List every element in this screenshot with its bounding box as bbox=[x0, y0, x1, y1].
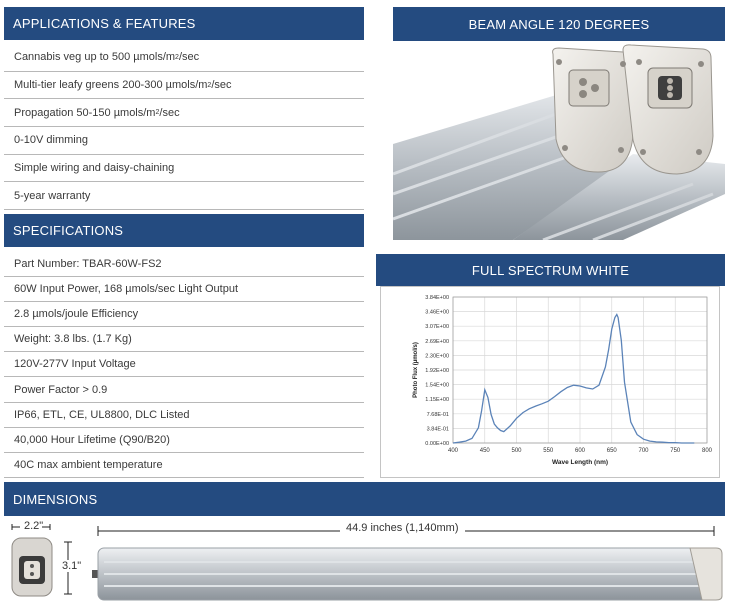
y-tick-label: 3.07E+00 bbox=[425, 324, 449, 331]
applications-item-text: Cannabis veg up to 500 µmols/m bbox=[14, 51, 176, 64]
x-tick-label: 500 bbox=[511, 448, 522, 454]
applications-item-sup: 2 bbox=[155, 109, 160, 117]
spectrum-series-line bbox=[453, 315, 694, 444]
spectrum-title: FULL SPECTRUM WHITE bbox=[471, 262, 630, 278]
y-tick-label: 3.46E+00 bbox=[425, 309, 449, 316]
beam-angle-title: BEAM ANGLE 120 DEGREES bbox=[468, 16, 650, 32]
y-tick-label: 2.69E+00 bbox=[425, 338, 449, 345]
specifications-header bbox=[4, 214, 364, 247]
y-tick-label: 1.92E+00 bbox=[425, 368, 449, 374]
specifications-item: 2.8 µmols/joule Efficiency bbox=[4, 302, 364, 327]
applications-item bbox=[4, 155, 364, 183]
specifications-item: 60W Input Power, 168 µmols/sec Light Output bbox=[4, 277, 364, 302]
dimensions-header bbox=[4, 482, 725, 516]
applications-header bbox=[4, 7, 364, 40]
y-tick-label: 3.84E-01 bbox=[426, 426, 449, 433]
x-tick-label: 400 bbox=[447, 448, 459, 454]
y-tick-label: 1.54E+00 bbox=[425, 382, 449, 389]
applications-item-sup: 2 bbox=[175, 53, 179, 61]
x-tick-label: 800 bbox=[701, 448, 713, 454]
end-height-label: 3.1" bbox=[62, 560, 82, 572]
x-tick-label: 700 bbox=[638, 448, 649, 454]
dimensions-title: DIMENSIONS bbox=[13, 491, 98, 507]
specifications-list bbox=[4, 252, 364, 478]
fixture-end-photo bbox=[393, 44, 725, 240]
applications-item-text: Simple wiring and daisy-chaining bbox=[14, 162, 175, 175]
specifications-item: 40,000 Hour Lifetime (Q90/B20) bbox=[4, 428, 364, 453]
specifications-title: SPECIFICATIONS bbox=[13, 223, 124, 238]
y-tick-label: 0.00E+00 bbox=[425, 441, 449, 447]
applications-title: APPLICATIONS & FEATURES bbox=[13, 16, 196, 31]
applications-item bbox=[4, 99, 364, 127]
y-tick-label: 3.84E+00 bbox=[425, 295, 449, 301]
specifications-item: Part Number: TBAR-60W-FS2 bbox=[4, 252, 364, 277]
applications-list bbox=[4, 44, 364, 210]
x-tick-label: 600 bbox=[574, 448, 586, 454]
end-view-figure bbox=[6, 520, 96, 606]
x-tick-label: 450 bbox=[479, 448, 490, 454]
length-dimension bbox=[96, 522, 718, 538]
applications-item-text: Multi-tier leafy greens 200-300 µmols/m bbox=[14, 79, 208, 92]
applications-item-text: 5-year warranty bbox=[14, 189, 91, 202]
x-axis-label: Wave Length (nm) bbox=[551, 459, 609, 466]
applications-item-text: Propagation 50-150 µmols/m bbox=[14, 106, 156, 119]
spectrum-header bbox=[376, 254, 725, 286]
length-label: 44.9 inches (1,140mm) bbox=[340, 522, 465, 534]
applications-item-tail: /sec bbox=[178, 51, 200, 64]
applications-item-tail: /sec bbox=[211, 79, 232, 92]
y-tick-label: 2.30E+00 bbox=[425, 353, 449, 360]
applications-item-sup: 2 bbox=[207, 81, 212, 89]
specifications-item: 40C max ambient temperature bbox=[4, 453, 364, 478]
spectrum-chart-svg bbox=[381, 287, 719, 477]
applications-item-tail: /sec bbox=[159, 106, 180, 119]
x-tick-label: 550 bbox=[543, 448, 554, 454]
x-tick-label: 750 bbox=[670, 448, 681, 454]
y-tick-label: 7.68E-01 bbox=[426, 411, 449, 418]
specifications-item: IP66, ETL, CE, UL8800, DLC Listed bbox=[4, 403, 364, 428]
x-tick-label: 650 bbox=[606, 448, 617, 454]
applications-item bbox=[4, 72, 364, 100]
applications-item bbox=[4, 182, 364, 210]
end-width-label: 2.2" bbox=[24, 520, 44, 532]
applications-item bbox=[4, 44, 364, 72]
specifications-item: 120V-277V Input Voltage bbox=[4, 352, 364, 377]
applications-item bbox=[4, 127, 364, 155]
applications-item-text: 0-10V dimming bbox=[14, 134, 88, 147]
fixture-side-photo bbox=[90, 540, 724, 604]
beam-angle-header bbox=[393, 7, 725, 41]
spectrum-chart bbox=[380, 286, 720, 478]
specifications-item: Weight: 3.8 lbs. (1.7 Kg) bbox=[4, 327, 364, 352]
y-axis-label: Photo Flux (µmol/s) bbox=[413, 342, 419, 398]
specifications-item: Power Factor > 0.9 bbox=[4, 377, 364, 402]
y-tick-label: 1.15E+00 bbox=[425, 397, 449, 404]
